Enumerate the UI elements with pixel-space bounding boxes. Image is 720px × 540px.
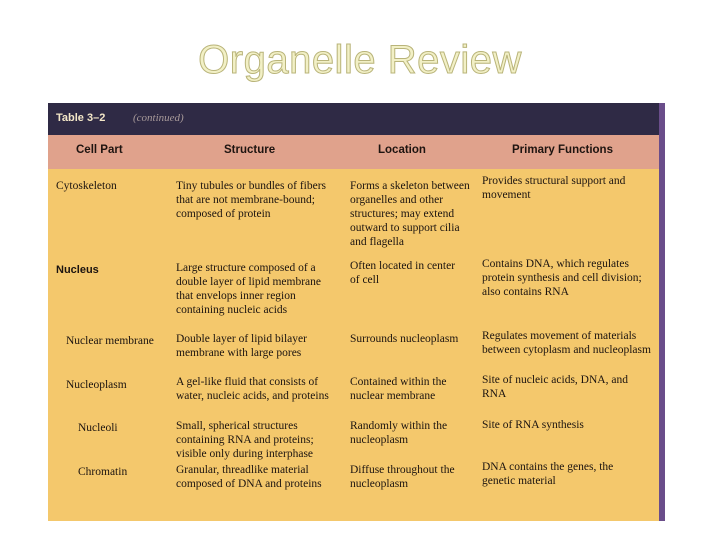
header-structure: Structure xyxy=(224,144,276,156)
table-header-row xyxy=(48,135,659,169)
row-nuclear-membrane-structure: Double layer of lipid bilayer membrane with large pores xyxy=(176,333,307,359)
row-chromatin-location: Diffuse throughout the nucleoplasm xyxy=(350,464,455,490)
row-nucleoli-part: Nucleoli xyxy=(78,422,118,434)
table-number: Table 3–2 xyxy=(56,112,106,124)
row-nucleoplasm-location: Contained within the nuclear membrane xyxy=(350,376,447,402)
row-cytoskeleton-function: Provides structural support and movement xyxy=(482,175,626,201)
row-nucleus-part: Nucleus xyxy=(56,264,99,276)
row-nucleoplasm-function: Site of nucleic acids, DNA, and RNA xyxy=(482,374,628,400)
slide-title: Organelle Review xyxy=(198,38,522,82)
row-cytoskeleton-part: Cytoskeleton xyxy=(56,180,117,192)
row-nucleus-location: Often located in center of cell xyxy=(350,260,456,286)
row-nuclear-membrane-function: Regulates movement of materials between cytoplasm and nucleoplasm xyxy=(482,330,651,356)
row-nucleoplasm-part: Nucleoplasm xyxy=(66,379,127,391)
row-nuclear-membrane-location: Surrounds nucleoplasm xyxy=(350,333,459,345)
row-chromatin-part: Chromatin xyxy=(78,466,128,478)
row-nucleus-function: Contains DNA, which regulates protein synthesis and cell division; also contains RNA xyxy=(482,258,642,298)
header-location: Location xyxy=(378,144,426,156)
row-chromatin-function: DNA contains the genes, the genetic material xyxy=(482,461,614,487)
table-banner xyxy=(48,103,659,135)
row-nucleus-structure: Large structure composed of a double layer of lipid membrane that envelops inner region containing nucleic acids xyxy=(176,262,321,316)
table-continued-note: (continued) xyxy=(133,112,184,124)
row-nucleoli-structure: Small, spherical structures containing RNA and proteins; visible only during interphase xyxy=(176,420,314,460)
header-primary-functions: Primary Functions xyxy=(512,144,613,156)
row-cytoskeleton-location: Forms a skeleton between organelles and other structures; may extend outward to support cilia and flagella xyxy=(350,180,470,248)
row-nucleoli-location: Randomly within the nucleoplasm xyxy=(350,420,448,446)
row-nuclear-membrane-part: Nuclear membrane xyxy=(66,335,154,347)
row-nucleoli-function: Site of RNA synthesis xyxy=(482,419,584,431)
header-cell-part: Cell Part xyxy=(76,144,123,156)
row-cytoskeleton-structure: Tiny tubules or bundles of fibers that are not membrane-bound; composed of protein xyxy=(176,180,327,220)
table-photo xyxy=(48,103,665,521)
row-nucleoplasm-structure: A gel-like fluid that consists of water, nucleic acids, and proteins xyxy=(176,376,329,402)
row-chromatin-structure: Granular, threadlike material composed of DNA and proteins xyxy=(176,464,322,490)
